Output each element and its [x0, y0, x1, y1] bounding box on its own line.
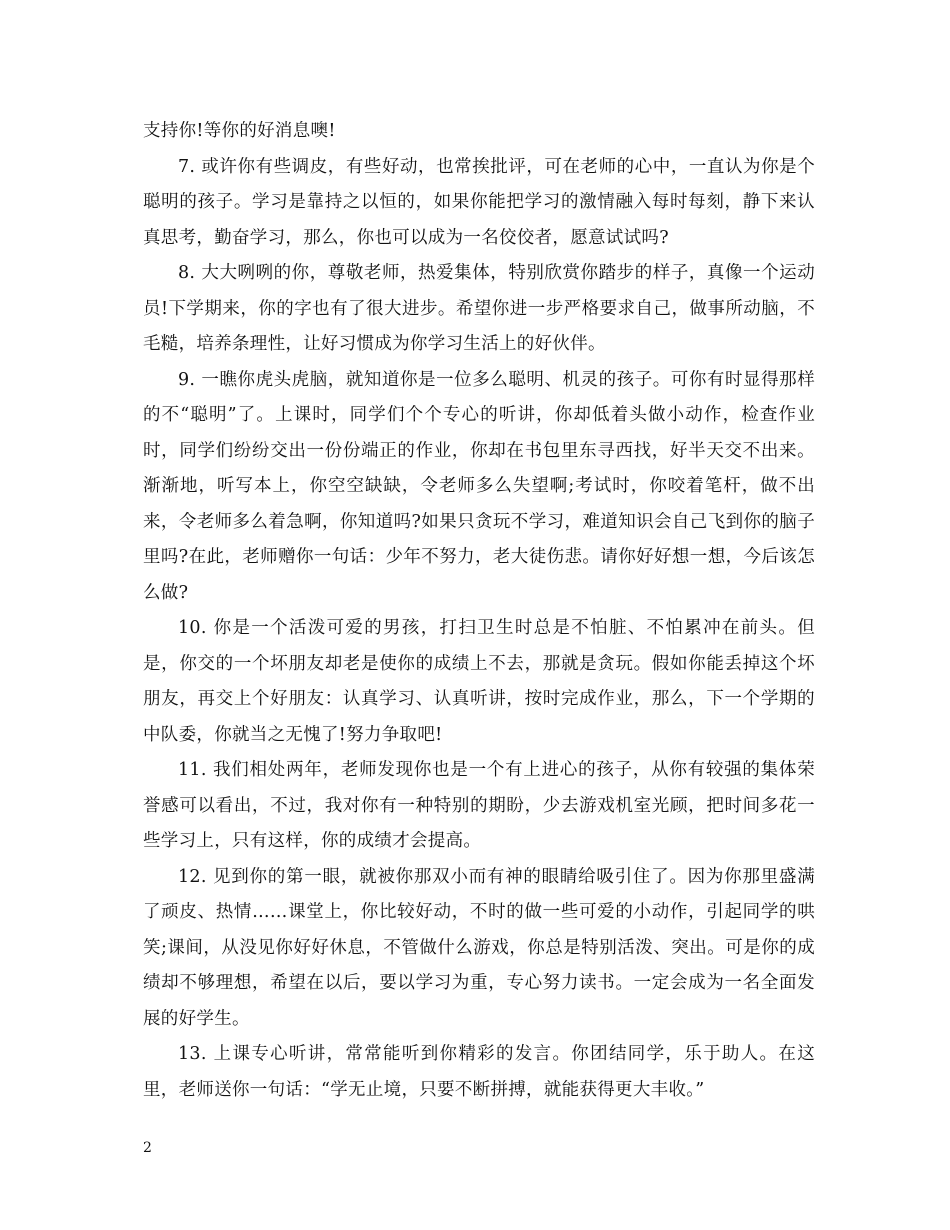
paragraph-item-12: 12. 见到你的第一眼，就被你那双小而有神的眼睛给吸引住了。因为你那里盛满了顽皮、热情……课堂上，你比较好动，不时的做一些可爱的小动作，引起同学的哄笑;课间，从没见你好好休息，不管做什么游戏，你总是特别活泼、突出。可是你的成绩却不够理想，希望在以后，要以学习为重，专心努力读书。一定会成为一名全面发展的好学生。	[143, 866, 815, 1029]
paragraph-item-9: 9. 一瞧你虎头虎脑，就知道你是一位多么聪明、机灵的孩子。可你有时显得那样的不“聪明”了。上课时，同学们个个专心的听讲，你却低着头做小动作，检查作业时，同学们纷纷交出一份份端正的作业，你却在书包里东寻西找，好半天交不出来。渐渐地，听写本上，你空空缺缺，令老师多么失望啊;考试时，你咬着笔杆，做不出来，令老师多么着急啊，你知道吗?如果只贪玩不学习，难道知识会自己飞到你的脑子里吗?在此，老师赠你一句话：少年不努力，老大徒伤悲。请你好好想一想，今后该怎么做?	[143, 369, 815, 603]
paragraph-continuation: 支持你!等你的好消息噢!	[143, 121, 336, 141]
document-body	[143, 114, 815, 1108]
paragraph-item-10: 10. 你是一个活泼可爱的男孩，打扫卫生时总是不怕脏、不怕累冲在前头。但是，你交的一个坏朋友却老是使你的成绩上不去，那就是贪玩。假如你能丢掉这个坏朋友，再交上个好朋友：认真学习、认真听讲，按时完成作业，那么，下一个学期的中队委，你就当之无愧了!努力争取吧!	[143, 618, 815, 745]
paragraph-item-11: 11. 我们相处两年，老师发现你也是一个有上进心的孩子，从你有较强的集体荣誉感可以看出，不过，我对你有一种特别的期盼，少去游戏机室光顾，把时间多花一些学习上，只有这样，你的成绩才会提高。	[143, 760, 815, 851]
paragraph-item-8: 8. 大大咧咧的你，尊敬老师，热爱集体，特别欣赏你踏步的样子，真像一个运动员!下学期来，你的字也有了很大进步。希望你进一步严格要求自己，做事所动脑，不毛糙，培养条理性，让好习惯成为你学习生活上的好伙伴。	[143, 263, 815, 354]
page-number: 2	[143, 1140, 152, 1156]
paragraph-item-13: 13. 上课专心听讲，常常能听到你精彩的发言。你团结同学，乐于助人。在这里，老师送你一句话：“学无止境，只要不断拼搏，就能获得更大丰收。”	[143, 1044, 815, 1100]
paragraph-item-7: 7. 或许你有些调皮，有些好动，也常挨批评，可在老师的心中，一直认为你是个聪明的孩子。学习是靠持之以恒的，如果你能把学习的激情融入每时每刻，静下来认真思考，勤奋学习，那么，你也可以成为一名佼佼者，愿意试试吗?	[143, 156, 815, 248]
